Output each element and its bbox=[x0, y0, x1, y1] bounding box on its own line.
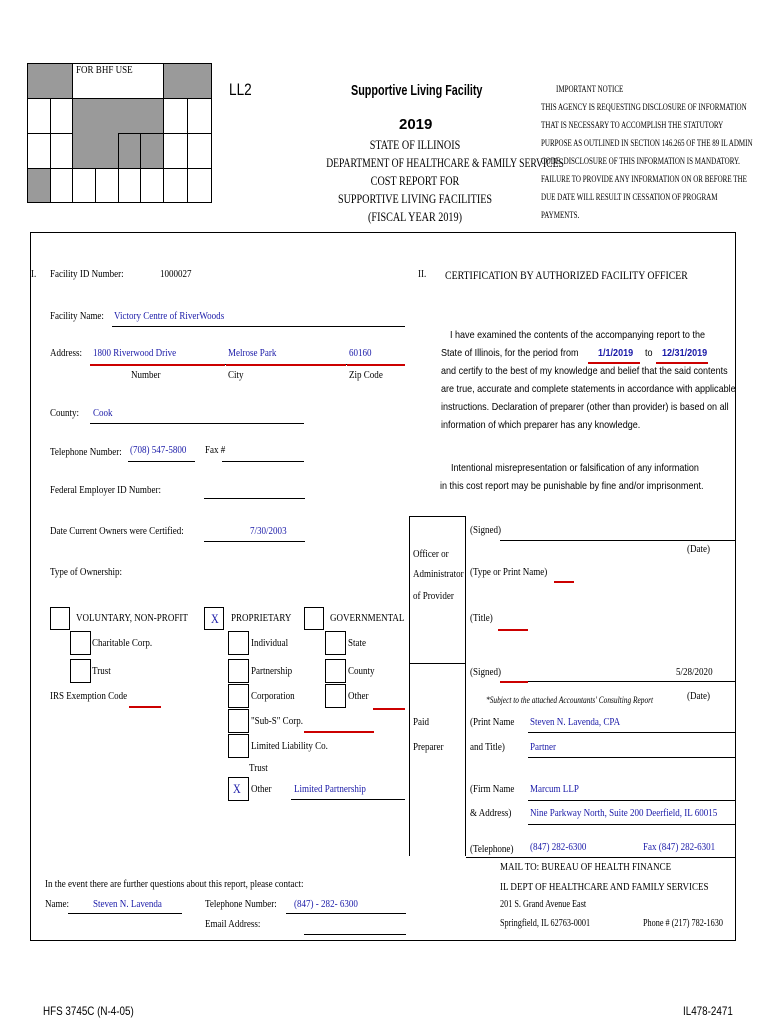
officer-label: Administrator bbox=[413, 568, 464, 580]
notice-line: FAILURE TO PROVIDE ANY INFORMATION ON OR BEFORE THE bbox=[541, 174, 747, 184]
voluntary-label: VOLUNTARY, NON-PROFIT bbox=[76, 612, 188, 624]
subs-corp-field[interactable] bbox=[304, 731, 374, 733]
officer-title-field[interactable] bbox=[498, 629, 528, 631]
preparer-name[interactable]: Steven N. Lavenda, CPA bbox=[530, 716, 621, 728]
preparer-title[interactable]: Partner bbox=[530, 741, 557, 753]
grid-cell bbox=[27, 98, 51, 134]
print-name-label: (Print Name bbox=[470, 716, 515, 728]
notice-title: IMPORTANT NOTICE bbox=[556, 84, 624, 94]
zip-caption: Zip Code bbox=[349, 369, 383, 381]
grid-cell bbox=[163, 98, 188, 134]
llc-label: Limited Liability Co. bbox=[251, 740, 328, 752]
contact-email-line[interactable] bbox=[304, 934, 406, 935]
grid-cell bbox=[50, 98, 73, 134]
telephone-line bbox=[466, 857, 736, 858]
section-roman: I. bbox=[31, 268, 37, 280]
state-label: State bbox=[348, 637, 367, 649]
facility-name-value[interactable]: Victory Centre of RiverWoods bbox=[114, 310, 225, 322]
grid-cell bbox=[118, 133, 141, 169]
trust-label: Trust bbox=[92, 665, 111, 677]
firm-name[interactable]: Marcum LLP bbox=[530, 783, 579, 795]
cert-text: information of which preparer has any knowledge. bbox=[441, 419, 641, 431]
grid-cell bbox=[187, 168, 212, 203]
certified-line bbox=[204, 541, 305, 542]
footer-form-number: HFS 3745C (N-4-05) bbox=[43, 1004, 134, 1018]
officer-signature-line[interactable] bbox=[500, 540, 736, 541]
warning-text: in this cost report may be punishable by fine and/or imprisonment. bbox=[440, 480, 704, 492]
cert-text: and certify to the best of my knowledge and belief that the said contents bbox=[441, 365, 728, 377]
county-checkbox[interactable] bbox=[325, 659, 346, 683]
mail-to-phone: Phone # (217) 782-1630 bbox=[643, 918, 723, 929]
other-gov-field[interactable] bbox=[373, 708, 405, 710]
notice-line: THAT IS NECESSARY TO ACCOMPLISH THE STATUTORY bbox=[541, 120, 724, 130]
officer-title-label: (Title) bbox=[470, 612, 493, 624]
certification-title: CERTIFICATION BY AUTHORIZED FACILITY OFFICER bbox=[445, 268, 688, 282]
grid-cell bbox=[50, 168, 73, 203]
officer-signed-label: (Signed) bbox=[470, 524, 502, 536]
certified-date[interactable]: 7/30/2003 bbox=[250, 525, 287, 537]
firm-address[interactable]: Nine Parkway North, Suite 200 Deerfield, IL 60015 bbox=[530, 807, 718, 819]
individual-checkbox[interactable] bbox=[228, 631, 249, 655]
officer-label: Officer or bbox=[413, 548, 449, 560]
proprietary-label: PROPRIETARY bbox=[231, 612, 292, 624]
other-line bbox=[291, 799, 405, 800]
divider bbox=[409, 516, 410, 856]
zip-value[interactable]: 60160 bbox=[349, 347, 372, 359]
preparer-phone[interactable]: (847) 282-6300 bbox=[530, 841, 587, 853]
fein-label: Federal Employer ID Number: bbox=[50, 484, 161, 496]
preparer-signed-date[interactable]: 5/28/2020 bbox=[676, 666, 713, 678]
period-to[interactable]: 12/31/2019 bbox=[662, 347, 708, 359]
cert-text: I have examined the contents of the accompanying report to the bbox=[450, 329, 706, 341]
preparer-signature-field[interactable] bbox=[500, 681, 528, 683]
firm-name-line bbox=[528, 800, 736, 801]
header-line: SUPPORTIVE LIVING FACILITIES bbox=[337, 191, 493, 206]
contact-name-label: Name: bbox=[45, 898, 70, 910]
charitable-checkbox[interactable] bbox=[70, 631, 91, 655]
telephone-label: (Telephone) bbox=[470, 843, 514, 855]
address-field-marker bbox=[347, 364, 405, 366]
subs-corp-checkbox[interactable] bbox=[228, 709, 249, 733]
phone-value[interactable]: (708) 547-5800 bbox=[130, 444, 187, 456]
corporation-label: Corporation bbox=[251, 690, 295, 702]
state-checkbox[interactable] bbox=[325, 631, 346, 655]
divider bbox=[409, 663, 466, 664]
period-to-label: to bbox=[645, 347, 653, 359]
preparer-fax[interactable]: Fax (847) 282-6301 bbox=[643, 841, 716, 853]
governmental-checkbox[interactable] bbox=[304, 607, 324, 630]
preparer-name-line bbox=[528, 732, 736, 733]
preparer-title-line bbox=[528, 757, 736, 758]
other-gov-checkbox[interactable] bbox=[325, 684, 346, 708]
trust2-label: Trust bbox=[249, 762, 268, 774]
divider bbox=[409, 516, 466, 517]
fax-line bbox=[222, 461, 304, 462]
header-line: (FISCAL YEAR 2019) bbox=[368, 209, 462, 224]
irs-exemption-field[interactable] bbox=[129, 706, 161, 708]
grid-cell bbox=[163, 63, 212, 99]
grid-cell bbox=[118, 168, 141, 203]
form-title: Supportive Living Facility bbox=[351, 82, 483, 99]
header-line: COST REPORT FOR bbox=[370, 173, 460, 188]
preparer-label: Preparer bbox=[413, 741, 444, 753]
county2-label: County bbox=[348, 665, 375, 677]
preparer-date-label: (Date) bbox=[687, 690, 711, 702]
subs-corp-label: "Sub-S" Corp. bbox=[251, 715, 303, 727]
title-label: and Title) bbox=[470, 741, 505, 753]
notice-line: THIS AGENCY IS REQUESTING DISCLOSURE OF INFORMATION bbox=[541, 102, 747, 112]
notice-line: CODE. DISCLOSURE OF THIS INFORMATION IS MANDATORY. bbox=[541, 156, 740, 166]
individual-label: Individual bbox=[251, 637, 289, 649]
header-line: STATE OF ILLINOIS bbox=[369, 137, 461, 152]
facility-name-label: Facility Name: bbox=[50, 310, 104, 322]
corporation-checkbox[interactable] bbox=[228, 684, 249, 708]
grid-cell bbox=[27, 133, 51, 169]
irs-exemption-label: IRS Exemption Code bbox=[50, 690, 128, 702]
governmental-label: GOVERNMENTAL bbox=[330, 612, 405, 624]
facility-name-line bbox=[112, 326, 405, 327]
grid-cell bbox=[140, 168, 164, 203]
notice-line: DUE DATE WILL RESULT IN CESSATION OF PROGRAM bbox=[541, 192, 718, 202]
divider bbox=[465, 516, 466, 856]
contact-phone[interactable]: (847) - 282- 6300 bbox=[294, 898, 358, 910]
notice-line: PAYMENTS. bbox=[541, 210, 580, 220]
mail-to-line: 201 S. Grand Avenue East bbox=[500, 899, 587, 910]
bhf-use-grid bbox=[27, 63, 212, 203]
preparer-label: Paid bbox=[413, 716, 430, 728]
grid-cell bbox=[27, 63, 73, 99]
address-field-marker bbox=[90, 364, 225, 366]
other-checkmark: X bbox=[233, 781, 241, 796]
trust-checkbox[interactable] bbox=[70, 659, 91, 683]
cert-text: instructions. Declaration of preparer (other than provider) is based on all bbox=[441, 401, 729, 413]
grid-cell bbox=[27, 168, 51, 203]
certified-label: Date Current Owners were Certified: bbox=[50, 525, 184, 537]
footer-code: IL478-2471 bbox=[683, 1004, 733, 1018]
section2-roman: II. bbox=[418, 268, 427, 280]
cert-text: State of Illinois, for the period from bbox=[441, 347, 579, 359]
officer-label: of Provider bbox=[413, 590, 454, 602]
grid-cell bbox=[163, 133, 188, 169]
other-label: Other bbox=[251, 783, 272, 795]
address-label: Address: bbox=[50, 347, 83, 359]
fax-label: Fax # bbox=[205, 444, 226, 456]
number-caption: Number bbox=[131, 369, 161, 381]
bhf-use-label: FOR BHF USE bbox=[76, 64, 133, 76]
contact-name-line bbox=[68, 913, 182, 914]
llc-checkbox[interactable] bbox=[228, 734, 249, 758]
county-value[interactable]: Cook bbox=[93, 407, 113, 419]
header-line: DEPARTMENT OF HEALTHCARE & FAMILY SERVICES bbox=[326, 155, 564, 170]
subject-note: *Subject to the attached Accountants' Consulting Report bbox=[486, 695, 654, 705]
phone-line bbox=[128, 461, 195, 462]
notice-line: PURPOSE AS OUTLINED IN SECTION 146.265 OF THE 89 IL ADMIN bbox=[541, 138, 753, 148]
contact-name[interactable]: Steven N. Lavenda bbox=[93, 898, 162, 910]
grid-cell bbox=[50, 133, 73, 169]
fein-line bbox=[204, 498, 305, 499]
officer-name-field[interactable] bbox=[554, 581, 574, 583]
mail-to-line: Springfield, IL 62763-0001 bbox=[500, 918, 591, 929]
voluntary-checkbox[interactable] bbox=[50, 607, 70, 630]
county-line bbox=[90, 423, 304, 424]
warning-text: Intentional misrepresentation or falsification of any information bbox=[451, 462, 699, 474]
officer-name-label: (Type or Print Name) bbox=[470, 566, 548, 578]
grid-cell bbox=[163, 168, 188, 203]
mail-to-line: IL DEPT OF HEALTHCARE AND FAMILY SERVICES bbox=[500, 881, 709, 893]
other2-label: Other bbox=[348, 690, 369, 702]
charitable-label: Charitable Corp. bbox=[92, 637, 153, 649]
ownership-label: Type of Ownership: bbox=[50, 566, 123, 578]
cert-text: are true, accurate and complete statements in accordance with applicable bbox=[441, 383, 736, 395]
street-value[interactable]: 1800 Riverwood Drive bbox=[93, 347, 177, 359]
city-value[interactable]: Melrose Park bbox=[228, 347, 277, 359]
phone-label: Telephone Number: bbox=[50, 446, 122, 458]
preparer-signed-label: (Signed) bbox=[470, 666, 502, 678]
form-year: 2019 bbox=[399, 116, 433, 133]
officer-date-label: (Date) bbox=[687, 543, 711, 555]
county-label: County: bbox=[50, 407, 80, 419]
firm-address-line bbox=[528, 824, 736, 825]
form-code: LL2 bbox=[229, 80, 252, 99]
contact-intro: In the event there are further questions about this report, please contact: bbox=[45, 878, 304, 890]
mail-to-line: MAIL TO: BUREAU OF HEALTH FINANCE bbox=[500, 861, 672, 873]
address-field-marker bbox=[226, 364, 346, 366]
contact-phone-line bbox=[286, 913, 406, 914]
contact-phone-label: Telephone Number: bbox=[205, 898, 277, 910]
preparer-signature-line bbox=[528, 681, 736, 682]
grid-cell bbox=[95, 168, 119, 203]
partnership-label: Partnership bbox=[251, 665, 293, 677]
proprietary-checkmark: X bbox=[211, 611, 219, 626]
grid-cell bbox=[187, 133, 212, 169]
partnership-checkbox[interactable] bbox=[228, 659, 249, 683]
city-caption: City bbox=[228, 369, 244, 381]
contact-email-label: Email Address: bbox=[205, 918, 261, 930]
other-value[interactable]: Limited Partnership bbox=[294, 783, 366, 795]
firm-address-label: & Address) bbox=[470, 807, 512, 819]
firm-name-label: (Firm Name bbox=[470, 783, 515, 795]
period-from[interactable]: 1/1/2019 bbox=[598, 347, 634, 359]
grid-cell bbox=[187, 98, 212, 134]
facility-id-value: 1000027 bbox=[160, 268, 192, 280]
grid-cell bbox=[140, 133, 164, 169]
grid-cell bbox=[72, 168, 96, 203]
facility-id-label: Facility ID Number: bbox=[50, 268, 124, 280]
